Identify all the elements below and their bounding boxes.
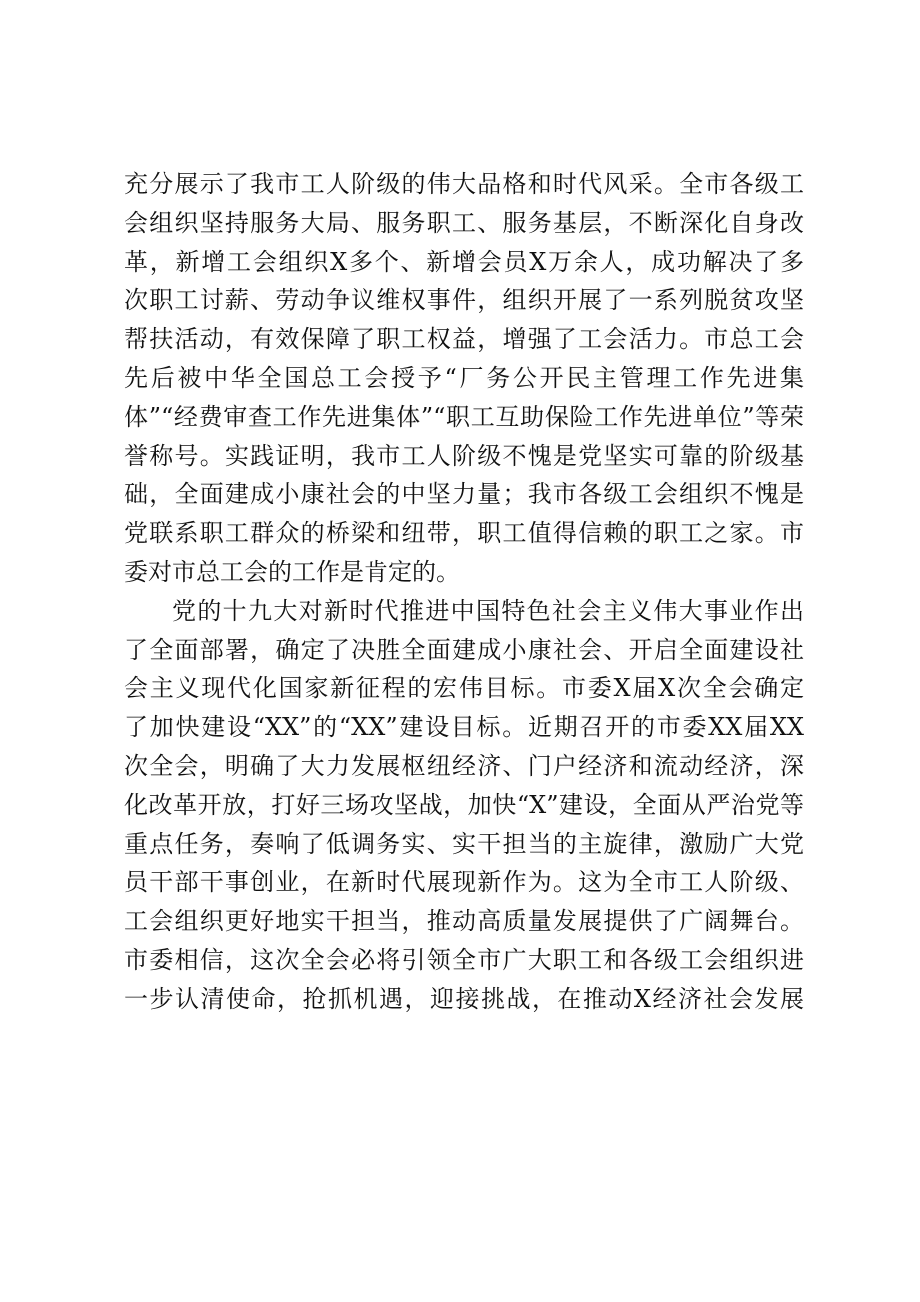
text-line: 党联系职工群众的桥梁和纽带，职工值得信赖的职工之家。市 <box>124 519 804 548</box>
text-line: 重点任务，奏响了低调务实、实干担当的主旋律，激励广大党 <box>124 829 804 858</box>
text-line: 帮扶活动，有效保障了职工权益，增强了工会活力。市总工会 <box>124 325 804 354</box>
paragraph-1 <box>124 165 804 592</box>
text-line: 市委相信，这次全会必将引领全市广大职工和各级工会组织进 <box>124 945 804 974</box>
text-line: 员干部干事创业，在新时代展现新作为。这为全市工人阶级、 <box>124 868 804 897</box>
text-line: 础，全面建成小康社会的中坚力量；我市各级工会组织不愧是 <box>124 480 804 509</box>
text-line: 委对市总工会的工作是肯定的。 <box>124 557 460 586</box>
text-line: 了加快建设“XX”的“XX”建设目标。近期召开的市委XX届XX <box>124 713 804 742</box>
text-line: 充分展示了我市工人阶级的伟大品格和时代风采。全市各级工 <box>124 170 804 198</box>
text-line: 化改革开放，打好三场攻坚战，加快“X”建设，全面从严治党等 <box>124 790 804 819</box>
text-line: 一步认清使命，抢抓机遇，迎接挑战，在推动X经济社会发展 <box>124 984 804 1013</box>
paragraph-2 <box>124 592 804 1019</box>
text-line: 会主义现代化国家新征程的宏伟目标。市委X届X次全会确定 <box>124 674 804 703</box>
text-line: 了全面部署，确定了决胜全面建成小康社会、开启全面建设社 <box>124 635 804 664</box>
text-line: 次职工讨薪、劳动争议维权事件，组织开展了一系列脱贫攻坚 <box>124 286 804 315</box>
text-line: 革，新增工会组织X多个、新增会员X万余人，成功解决了多 <box>124 247 804 276</box>
text-line: 先后被中华全国总工会授予“厂务公开民主管理工作先进集 <box>124 363 804 392</box>
text-line: 工会组织更好地实干担当，推动高质量发展提供了广阔舞台。 <box>124 907 804 936</box>
text-line: 会组织坚持服务大局、服务职工、服务基层，不断深化自身改 <box>124 208 804 237</box>
text-line: 次全会，明确了大力发展枢纽经济、门户经济和流动经济，深 <box>124 751 804 780</box>
body-text <box>124 165 804 1019</box>
text-line: 体”“经费审查工作先进集体”“职工互助保险工作先进单位”等荣 <box>124 402 804 431</box>
text-line: 党的十九大对新时代推进中国特色社会主义伟大事业作出 <box>172 596 804 625</box>
text-line: 誉称号。实践证明，我市工人阶级不愧是党坚实可靠的阶级基 <box>124 441 804 470</box>
